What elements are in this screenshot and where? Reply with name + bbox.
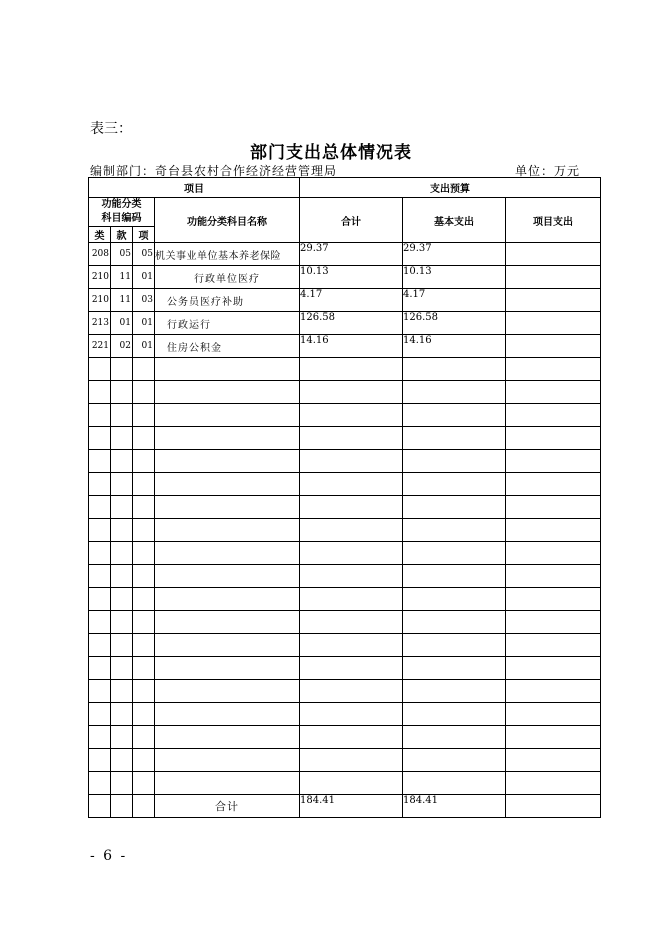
department-label: 编制部门：奇台县农村合作经济经营管理局 bbox=[90, 164, 338, 178]
empty-cell bbox=[155, 381, 300, 404]
empty-cell bbox=[133, 726, 155, 749]
empty-cell bbox=[300, 496, 403, 519]
empty-cell bbox=[403, 657, 506, 680]
empty-cell bbox=[89, 634, 111, 657]
header-subject-name: 功能分类科目名称 bbox=[155, 198, 300, 243]
empty-cell bbox=[111, 496, 133, 519]
cell-subject-name: 机关事业单位基本养老保险 bbox=[155, 243, 300, 266]
empty-row bbox=[89, 358, 601, 381]
empty-cell bbox=[300, 611, 403, 634]
empty-cell bbox=[111, 703, 133, 726]
cell-lei: 210 bbox=[89, 266, 111, 289]
empty-cell bbox=[506, 473, 601, 496]
empty-cell bbox=[133, 795, 155, 818]
empty-cell bbox=[133, 611, 155, 634]
header-xiang: 项 bbox=[133, 227, 155, 243]
header-budget: 支出预算 bbox=[300, 178, 601, 198]
cell-total: 4.17 bbox=[300, 289, 403, 312]
empty-cell bbox=[111, 749, 133, 772]
empty-cell bbox=[133, 657, 155, 680]
table-row bbox=[89, 335, 601, 358]
empty-cell bbox=[155, 726, 300, 749]
empty-cell bbox=[111, 611, 133, 634]
empty-row bbox=[89, 657, 601, 680]
empty-cell bbox=[111, 519, 133, 542]
empty-cell bbox=[300, 473, 403, 496]
empty-cell bbox=[155, 565, 300, 588]
header-row-1 bbox=[89, 178, 601, 198]
empty-cell bbox=[155, 772, 300, 795]
empty-cell bbox=[133, 473, 155, 496]
summary-row bbox=[89, 795, 601, 818]
cell-subject-name: 住房公积金 bbox=[155, 335, 300, 358]
cell-xiang: 01 bbox=[133, 335, 155, 358]
empty-cell bbox=[506, 519, 601, 542]
empty-cell bbox=[89, 565, 111, 588]
empty-cell bbox=[155, 749, 300, 772]
empty-cell bbox=[89, 542, 111, 565]
empty-cell bbox=[133, 772, 155, 795]
empty-cell bbox=[133, 358, 155, 381]
empty-cell bbox=[506, 404, 601, 427]
empty-cell bbox=[133, 703, 155, 726]
empty-cell bbox=[111, 772, 133, 795]
empty-row bbox=[89, 450, 601, 473]
cell-subject-name: 行政单位医疗 bbox=[155, 266, 300, 289]
summary-label: 合计 bbox=[155, 795, 300, 818]
empty-cell bbox=[89, 473, 111, 496]
empty-cell bbox=[403, 749, 506, 772]
cell-total: 10.13 bbox=[300, 266, 403, 289]
empty-cell bbox=[403, 473, 506, 496]
empty-cell bbox=[403, 519, 506, 542]
cell-basic: 4.17 bbox=[403, 289, 506, 312]
summary-basic: 184.41 bbox=[403, 795, 506, 818]
cell-lei: 208 bbox=[89, 243, 111, 266]
empty-cell bbox=[403, 611, 506, 634]
empty-cell bbox=[300, 519, 403, 542]
empty-cell bbox=[300, 634, 403, 657]
cell-kuan: 01 bbox=[111, 312, 133, 335]
empty-cell bbox=[155, 427, 300, 450]
empty-cell bbox=[155, 519, 300, 542]
cell-lei: 210 bbox=[89, 289, 111, 312]
empty-cell bbox=[89, 404, 111, 427]
empty-cell bbox=[89, 795, 111, 818]
empty-cell bbox=[403, 634, 506, 657]
empty-cell bbox=[300, 450, 403, 473]
empty-cell bbox=[506, 381, 601, 404]
empty-cell bbox=[133, 404, 155, 427]
cell-kuan: 11 bbox=[111, 266, 133, 289]
empty-cell bbox=[111, 588, 133, 611]
empty-row bbox=[89, 427, 601, 450]
empty-cell bbox=[300, 565, 403, 588]
empty-cell bbox=[403, 588, 506, 611]
cell-basic: 29.37 bbox=[403, 243, 506, 266]
empty-cell bbox=[300, 404, 403, 427]
empty-cell bbox=[403, 496, 506, 519]
empty-cell bbox=[111, 795, 133, 818]
empty-cell bbox=[506, 565, 601, 588]
cell-xiang: 01 bbox=[133, 312, 155, 335]
empty-cell bbox=[155, 680, 300, 703]
empty-cell bbox=[89, 657, 111, 680]
empty-cell bbox=[300, 703, 403, 726]
empty-cell bbox=[403, 680, 506, 703]
cell-xiang: 03 bbox=[133, 289, 155, 312]
empty-cell bbox=[111, 565, 133, 588]
empty-cell bbox=[506, 634, 601, 657]
cell-project bbox=[506, 243, 601, 266]
empty-cell bbox=[89, 496, 111, 519]
cell-kuan: 05 bbox=[111, 243, 133, 266]
empty-cell bbox=[133, 427, 155, 450]
header-total: 合计 bbox=[300, 198, 403, 243]
empty-cell bbox=[111, 450, 133, 473]
empty-cell bbox=[300, 358, 403, 381]
table-row bbox=[89, 266, 601, 289]
empty-row bbox=[89, 749, 601, 772]
empty-cell bbox=[506, 703, 601, 726]
cell-basic: 14.16 bbox=[403, 335, 506, 358]
cell-basic: 10.13 bbox=[403, 266, 506, 289]
empty-cell bbox=[155, 542, 300, 565]
empty-cell bbox=[111, 726, 133, 749]
empty-cell bbox=[506, 542, 601, 565]
empty-cell bbox=[300, 542, 403, 565]
empty-cell bbox=[89, 749, 111, 772]
empty-cell bbox=[111, 542, 133, 565]
empty-cell bbox=[89, 427, 111, 450]
header-code-group: 功能分类科目编码 bbox=[89, 198, 155, 227]
empty-cell bbox=[300, 381, 403, 404]
empty-cell bbox=[403, 381, 506, 404]
empty-row bbox=[89, 680, 601, 703]
empty-cell bbox=[300, 772, 403, 795]
empty-cell bbox=[403, 358, 506, 381]
empty-cell bbox=[403, 726, 506, 749]
empty-cell bbox=[89, 519, 111, 542]
empty-cell bbox=[133, 542, 155, 565]
empty-cell bbox=[300, 657, 403, 680]
summary-project bbox=[506, 795, 601, 818]
empty-cell bbox=[111, 427, 133, 450]
cell-project bbox=[506, 266, 601, 289]
empty-cell bbox=[506, 427, 601, 450]
empty-row bbox=[89, 703, 601, 726]
empty-cell bbox=[89, 772, 111, 795]
table-label: 表三： bbox=[90, 121, 132, 137]
empty-row bbox=[89, 588, 601, 611]
empty-row bbox=[89, 519, 601, 542]
empty-cell bbox=[403, 565, 506, 588]
unit-label: 单位：万元 bbox=[514, 164, 580, 178]
cell-basic: 126.58 bbox=[403, 312, 506, 335]
empty-row bbox=[89, 542, 601, 565]
empty-cell bbox=[111, 657, 133, 680]
empty-cell bbox=[155, 703, 300, 726]
empty-cell bbox=[133, 496, 155, 519]
empty-row bbox=[89, 772, 601, 795]
cell-xiang: 05 bbox=[133, 243, 155, 266]
cell-subject-name: 行政运行 bbox=[155, 312, 300, 335]
empty-cell bbox=[111, 404, 133, 427]
header-lei: 类 bbox=[89, 227, 111, 243]
empty-cell bbox=[506, 358, 601, 381]
empty-cell bbox=[111, 358, 133, 381]
empty-cell bbox=[111, 634, 133, 657]
empty-row bbox=[89, 726, 601, 749]
table-row bbox=[89, 312, 601, 335]
empty-cell bbox=[89, 611, 111, 634]
empty-cell bbox=[155, 404, 300, 427]
page-title: 部门支出总体情况表 bbox=[250, 143, 412, 163]
cell-subject-name: 公务员医疗补助 bbox=[155, 289, 300, 312]
empty-cell bbox=[111, 473, 133, 496]
empty-cell bbox=[89, 588, 111, 611]
empty-cell bbox=[155, 450, 300, 473]
empty-cell bbox=[403, 450, 506, 473]
empty-cell bbox=[155, 634, 300, 657]
cell-kuan: 02 bbox=[111, 335, 133, 358]
page-number: - 6 - bbox=[90, 848, 128, 864]
empty-cell bbox=[89, 726, 111, 749]
empty-cell bbox=[300, 680, 403, 703]
empty-cell bbox=[133, 634, 155, 657]
empty-cell bbox=[506, 657, 601, 680]
empty-cell bbox=[155, 611, 300, 634]
empty-cell bbox=[133, 450, 155, 473]
empty-row bbox=[89, 381, 601, 404]
empty-cell bbox=[155, 473, 300, 496]
table-row bbox=[89, 243, 601, 266]
header-item: 项目 bbox=[89, 178, 300, 198]
table-row bbox=[89, 289, 601, 312]
empty-cell bbox=[403, 427, 506, 450]
cell-total: 126.58 bbox=[300, 312, 403, 335]
empty-row bbox=[89, 496, 601, 519]
header-project: 项目支出 bbox=[506, 198, 601, 243]
cell-kuan: 11 bbox=[111, 289, 133, 312]
header-basic: 基本支出 bbox=[403, 198, 506, 243]
cell-total: 14.16 bbox=[300, 335, 403, 358]
empty-cell bbox=[300, 427, 403, 450]
empty-cell bbox=[155, 657, 300, 680]
summary-total: 184.41 bbox=[300, 795, 403, 818]
empty-cell bbox=[403, 703, 506, 726]
empty-cell bbox=[155, 496, 300, 519]
empty-cell bbox=[403, 542, 506, 565]
empty-cell bbox=[403, 772, 506, 795]
empty-cell bbox=[89, 450, 111, 473]
header-kuan: 款 bbox=[111, 227, 133, 243]
cell-xiang: 01 bbox=[133, 266, 155, 289]
empty-row bbox=[89, 473, 601, 496]
empty-cell bbox=[300, 749, 403, 772]
empty-cell bbox=[506, 680, 601, 703]
cell-lei: 213 bbox=[89, 312, 111, 335]
empty-cell bbox=[506, 588, 601, 611]
empty-cell bbox=[300, 588, 403, 611]
empty-cell bbox=[133, 565, 155, 588]
cell-lei: 221 bbox=[89, 335, 111, 358]
empty-cell bbox=[133, 588, 155, 611]
empty-cell bbox=[89, 680, 111, 703]
empty-cell bbox=[506, 611, 601, 634]
empty-row bbox=[89, 404, 601, 427]
empty-cell bbox=[89, 703, 111, 726]
expenditure-table bbox=[88, 177, 601, 818]
empty-cell bbox=[506, 496, 601, 519]
header-row-2 bbox=[89, 198, 601, 227]
empty-cell bbox=[133, 749, 155, 772]
cell-project bbox=[506, 289, 601, 312]
empty-cell bbox=[155, 358, 300, 381]
empty-cell bbox=[403, 404, 506, 427]
empty-cell bbox=[155, 588, 300, 611]
empty-cell bbox=[89, 358, 111, 381]
empty-cell bbox=[300, 726, 403, 749]
cell-project bbox=[506, 312, 601, 335]
empty-row bbox=[89, 565, 601, 588]
cell-total: 29.37 bbox=[300, 243, 403, 266]
empty-cell bbox=[133, 519, 155, 542]
cell-project bbox=[506, 335, 601, 358]
empty-cell bbox=[506, 772, 601, 795]
empty-cell bbox=[133, 381, 155, 404]
empty-cell bbox=[111, 680, 133, 703]
empty-cell bbox=[506, 749, 601, 772]
empty-cell bbox=[111, 381, 133, 404]
empty-row bbox=[89, 611, 601, 634]
empty-cell bbox=[89, 381, 111, 404]
empty-row bbox=[89, 634, 601, 657]
empty-cell bbox=[506, 726, 601, 749]
empty-cell bbox=[506, 450, 601, 473]
empty-cell bbox=[133, 680, 155, 703]
